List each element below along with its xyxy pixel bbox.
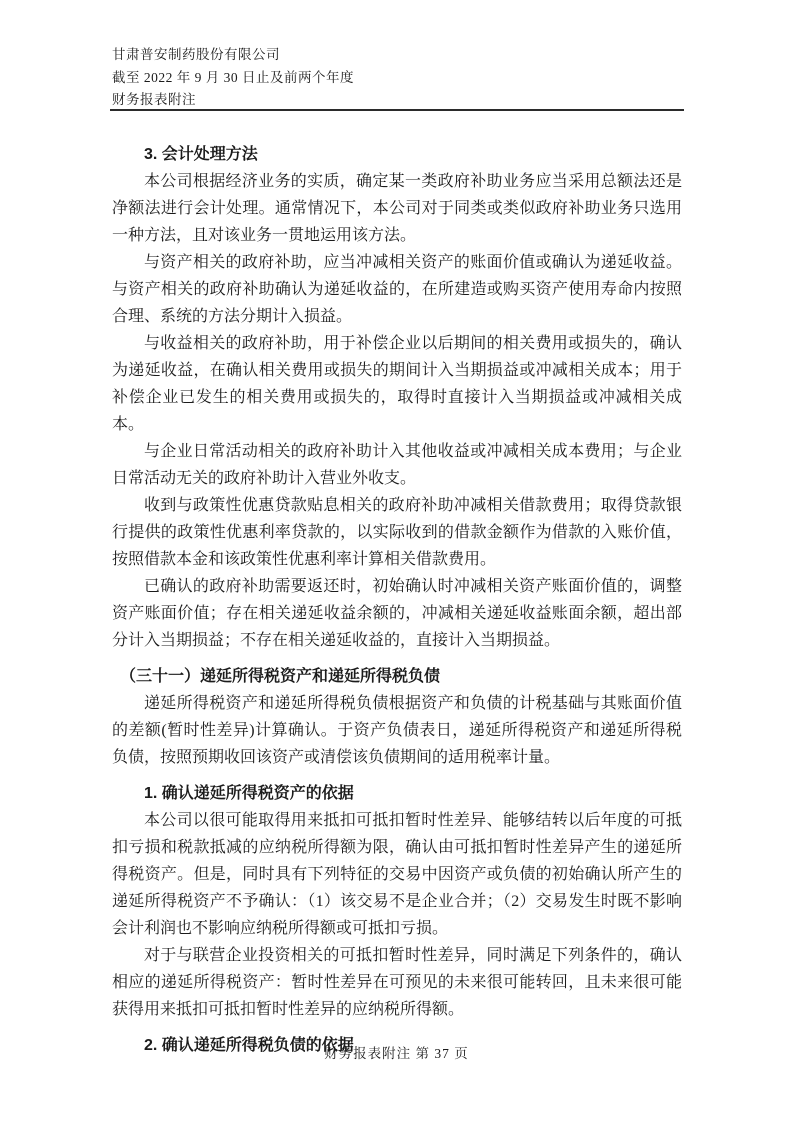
heading-3-accounting-method: 3. 会计处理方法 — [144, 146, 258, 163]
body-paragraph: 本公司根据经济业务的实质，确定某一类政府补助业务应当采用总额法还是净额法进行会计处理。通常情况下，本公司对于同类或类似政府补助业务只选用一种方法，且对该业务一贯地运用该方法。 — [112, 173, 682, 244]
body-paragraph: 对于与联营企业投资相关的可抵扣暂时性差异，同时满足下列条件的，确认相应的递延所得税资产：暂时性差异在可预见的未来很可能转回，且未来很可能获得用来抵扣可抵扣暂时性差异的应纳税所得额。 — [112, 947, 682, 1018]
body-paragraph: 与企业日常活动相关的政府补助计入其他收益或冲减相关成本费用；与企业日常活动无关的政府补助计入营业外收支。 — [112, 443, 682, 487]
body-paragraph: 与资产相关的政府补助，应当冲减相关资产的账面价值或确认为递延收益。与资产相关的政府补助确认为递延收益的，在所建造或购买资产使用寿命内按照合理、系统的方法分期计入损益。 — [112, 254, 682, 325]
heading-31-deferred-tax: （三十一）递延所得税资产和递延所得税负债 — [120, 668, 441, 685]
heading-2-deferred-tax-liability-basis: 2. 确认递延所得税负债的依据 — [144, 1037, 354, 1054]
body-paragraph: 收到与政策性优惠贷款贴息相关的政府补助冲减相关借款费用；取得贷款银行提供的政策性优惠利率贷款的，以实际收到的借款金额作为借款的入账价值，按照借款本金和该政策性优惠利率计算相关借款费用。 — [112, 497, 682, 568]
header-divider — [110, 109, 684, 111]
body-paragraph: 与收益相关的政府补助，用于补偿企业以后期间的相关费用或损失的，确认为递延收益，在确认相关费用或损失的期间计入当期损益或冲减相关成本；用于补偿企业已发生的相关费用或损失的，取得时直接计入当期损益或冲减相关成本。 — [112, 335, 682, 433]
report-title: 财务报表附注 — [112, 92, 196, 107]
footer-page-number: 财务报表附注 第 37 页 — [324, 1046, 469, 1061]
document-header — [112, 44, 684, 112]
body-paragraph: 递延所得税资产和递延所得税负债根据资产和负债的计税基础与其账面价值的差额(暂时性差异)计算确认。于资产负债表日，递延所得税资产和递延所得税负债，按照预期收回该资产或清偿该负债期间的适用税率计量。 — [112, 695, 682, 766]
company-name: 甘肃普安制药股份有限公司 — [112, 47, 280, 62]
document-body — [112, 120, 682, 1059]
body-paragraph: 已确认的政府补助需要返还时，初始确认时冲减相关资产账面价值的，调整资产账面价值；存在相关递延收益余额的，冲减相关递延收益账面余额，超出部分计入当期损益；不存在相关递延收益的，直接计入当期损益。 — [112, 578, 682, 649]
body-paragraph: 本公司以很可能取得用来抵扣可抵扣暂时性差异、能够结转以后年度的可抵扣亏损和税款抵减的应纳税所得额为限，确认由可抵扣暂时性差异产生的递延所得税资产。但是，同时具有下列特征的交易中因资产或负债的初始确认所产生的递延所得税资产不予确认：（1）该交易不是企业合并；（2）交易发生时既不影响会计利润也不影响应纳税所得额或可抵扣亏损。 — [112, 812, 682, 937]
heading-1-deferred-tax-asset-basis: 1. 确认递延所得税资产的依据 — [144, 785, 354, 802]
report-period: 截至 2022 年 9 月 30 日止及前两个年度 — [112, 69, 354, 85]
